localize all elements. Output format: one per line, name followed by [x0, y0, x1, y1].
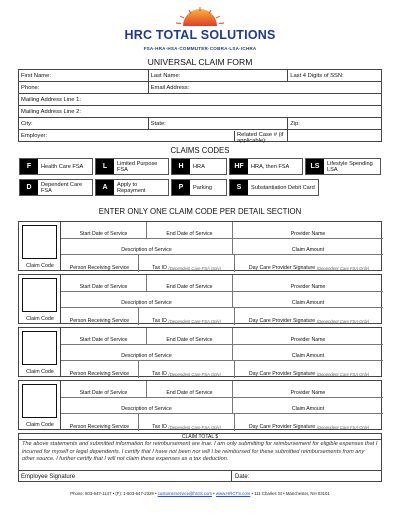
employer-label: Employer:	[21, 132, 48, 139]
start-date-label: Start Date of Service	[79, 389, 128, 396]
footer-contact	[0, 491, 400, 496]
day-care-signature-field[interactable]	[235, 255, 383, 272]
logo	[0, 6, 400, 52]
claim-code-input[interactable]	[22, 331, 57, 365]
claim-total-label: CLAIM TOTAL $	[181, 434, 219, 440]
tax-id-hint: (Dependent Care FSA Only)	[168, 424, 221, 430]
employer-divider	[234, 131, 235, 141]
day-care-signature-hint: (Dependent Care FSA Only)	[316, 318, 370, 324]
description-label: Description of Service	[121, 406, 172, 413]
provider-name-field[interactable]	[233, 381, 383, 397]
tax-id-field[interactable]	[139, 255, 235, 272]
day-care-signature-field[interactable]	[235, 414, 383, 431]
end-date-field[interactable]	[147, 222, 233, 238]
tax-id-field[interactable]	[139, 308, 235, 325]
related-case-label: Related Case # (if applicable):	[237, 132, 284, 144]
claim-code-input[interactable]	[22, 278, 57, 312]
state-field[interactable]: State:	[148, 118, 288, 130]
claim-amount-label: Claim Amount	[291, 300, 325, 307]
end-date-field[interactable]	[147, 328, 233, 344]
claim-code-column	[19, 222, 61, 270]
code-hf-badge: HF	[230, 159, 248, 174]
form-title: UNIVERSAL CLAIM FORM	[147, 57, 253, 67]
code-ls-badge: LS	[306, 159, 324, 174]
code-l-label: Limited Purpose FSA	[117, 160, 158, 173]
code-l	[95, 158, 169, 175]
person-field[interactable]	[61, 255, 139, 272]
claims-codes-grid	[19, 157, 381, 199]
code-h	[171, 158, 227, 175]
footer-phone: Phone: 603-647-1147 • (F): 1-603-647-2329 •	[70, 491, 158, 496]
end-date-label: End Date of Service	[166, 230, 213, 237]
day-care-signature-field[interactable]	[235, 308, 383, 325]
provider-name-field[interactable]	[233, 275, 383, 291]
phone-field[interactable]: Phone:	[19, 82, 149, 94]
end-date-label: End Date of Service	[166, 389, 213, 396]
claim-total-field[interactable]	[18, 433, 382, 440]
person-field[interactable]	[61, 414, 139, 431]
code-a	[95, 179, 169, 196]
person-row	[61, 361, 383, 378]
start-date-field[interactable]	[61, 222, 147, 238]
code-h-badge: H	[172, 159, 190, 174]
footer-separator: •	[211, 491, 216, 496]
signature-divider	[231, 471, 232, 481]
participant-info-table	[18, 69, 382, 142]
code-l-badge: L	[96, 159, 114, 174]
description-label: Description of Service	[121, 353, 172, 360]
day-care-signature-hint: (Dependent Care FSA Only)	[316, 371, 370, 377]
claim-code-label: Claim Code	[26, 263, 54, 269]
dates-row	[61, 222, 383, 239]
provider-name-label: Provider Name	[290, 230, 326, 237]
tax-id-label: Tax ID	[152, 370, 167, 377]
claim-detail-section	[18, 221, 382, 271]
claim-detail-section	[18, 274, 382, 324]
logo-title: HRC TOTAL SOLUTIONS	[124, 28, 276, 42]
tax-id-label: Tax ID	[152, 423, 167, 430]
employee-signature-field[interactable]: Employee Signature	[21, 474, 76, 480]
person-row	[61, 255, 383, 272]
claim-amount-field[interactable]	[233, 398, 383, 414]
code-s-badge: S	[230, 180, 248, 195]
address-line1-field[interactable]: Mailing Address Line 1:	[19, 94, 382, 106]
claim-amount-label: Claim Amount	[291, 247, 325, 254]
start-date-field[interactable]	[61, 275, 147, 291]
description-field[interactable]	[61, 398, 233, 414]
claim-amount-label: Claim Amount	[291, 353, 325, 360]
person-label: Person Receiving Service	[69, 264, 130, 271]
code-h-label: HRA	[193, 163, 205, 170]
tax-id-field[interactable]	[139, 414, 235, 431]
code-d-badge: D	[20, 180, 38, 195]
employer-field[interactable]	[19, 130, 288, 142]
day-care-signature-hint: (Dependent Care FSA Only)	[316, 265, 370, 271]
end-date-label: End Date of Service	[166, 283, 213, 290]
code-p-label: Parking	[193, 184, 212, 191]
provider-name-field[interactable]	[233, 328, 383, 344]
start-date-field[interactable]	[61, 328, 147, 344]
claim-amount-field[interactable]	[233, 292, 383, 308]
address-line2-field[interactable]: Mailing Address Line 2:	[19, 106, 382, 118]
claim-amount-field[interactable]	[233, 239, 383, 255]
person-field[interactable]	[61, 361, 139, 378]
claim-code-column	[19, 381, 61, 429]
claim-code-column	[19, 275, 61, 323]
code-hf-label: HRA, then FSA	[251, 163, 290, 170]
person-row	[61, 414, 383, 431]
footer-email-link[interactable]: customerservice@hrcts.com	[157, 491, 212, 496]
description-row	[61, 345, 383, 362]
detail-section-header: ENTER ONLY ONE CLAIM CODE PER DETAIL SECTION	[98, 207, 302, 216]
dates-row	[61, 381, 383, 398]
provider-name-label: Provider Name	[290, 283, 326, 290]
claim-code-label: Claim Code	[26, 316, 54, 322]
day-care-signature-hint: (Dependent Care FSA Only)	[316, 424, 370, 430]
start-date-label: Start Date of Service	[79, 336, 128, 343]
code-ls	[305, 158, 381, 175]
description-row	[61, 398, 383, 415]
claim-amount-label: Claim Amount	[291, 406, 325, 413]
code-a-label: Apply to Repayment	[117, 181, 146, 194]
claim-code-input[interactable]	[22, 384, 57, 418]
provider-name-label: Provider Name	[290, 389, 326, 396]
code-p	[171, 179, 227, 196]
start-date-label: Start Date of Service	[79, 283, 128, 290]
tax-id-hint: (Dependent Care FSA Only)	[168, 318, 221, 324]
last-name-field[interactable]: Last Name:	[148, 70, 288, 82]
tax-id-label: Tax ID	[152, 317, 167, 324]
day-care-signature-label: Day Care Provider Signature	[248, 370, 316, 377]
provider-name-label: Provider Name	[290, 336, 326, 343]
person-field[interactable]	[61, 308, 139, 325]
certification-statement: The above statements and submitted information for reimbursement are true. I am only submitting for reimbursement for eligible expenses that I incurred for myself or legal dependents. I certify that I have not been nor will I be reimbursed for these submitted reimbursements from any other source. I further certify that I will not claim these expenses as a tax deduction.	[18, 440, 382, 470]
person-label: Person Receiving Service	[69, 370, 130, 377]
start-date-field[interactable]	[61, 381, 147, 397]
claim-code-input[interactable]	[22, 225, 57, 259]
description-field[interactable]	[61, 345, 233, 361]
related-case-field[interactable]	[288, 130, 382, 142]
dates-row	[61, 328, 383, 345]
claim-code-column	[19, 328, 61, 376]
code-p-badge: P	[172, 180, 190, 195]
description-row	[61, 239, 383, 256]
tax-id-label: Tax ID	[152, 264, 167, 271]
tax-id-hint: (Dependent Care FSA Only)	[168, 265, 221, 271]
description-field[interactable]	[61, 292, 233, 308]
code-f-label: Health Care FSA	[41, 163, 84, 170]
claim-detail-section	[18, 380, 382, 430]
tax-id-hint: (Dependent Care FSA Only)	[168, 371, 221, 377]
email-field[interactable]: Email Address:	[148, 82, 381, 94]
day-care-signature-label: Day Care Provider Signature	[248, 264, 316, 271]
day-care-signature-label: Day Care Provider Signature	[248, 317, 316, 324]
description-label: Description of Service	[121, 247, 172, 254]
footer-address: • 111 Charles St • Manchester, NH 03101	[250, 491, 330, 496]
claims-codes-header: CLAIMS CODES	[170, 146, 230, 155]
city-field[interactable]: City:	[19, 118, 149, 130]
sun-logo-icon	[165, 6, 235, 28]
description-row	[61, 292, 383, 309]
date-field[interactable]: Date:	[235, 474, 250, 480]
code-f-badge: F	[20, 159, 38, 174]
claim-code-label: Claim Code	[26, 422, 54, 428]
description-label: Description of Service	[121, 300, 172, 307]
claim-amount-field[interactable]	[233, 345, 383, 361]
code-f	[19, 158, 93, 175]
code-d-label: Dependent Care FSA	[41, 181, 83, 194]
code-ls-label: Lifestyle Spending LSA	[327, 160, 373, 173]
start-date-label: Start Date of Service	[79, 230, 128, 237]
code-a-badge: A	[96, 180, 114, 195]
logo-subtitle: FSA·HRA·HSA·COMMUTER·COBRA·LSA·ICHRA	[143, 46, 257, 51]
day-care-signature-field[interactable]	[235, 361, 383, 378]
person-row	[61, 308, 383, 325]
code-d	[19, 179, 93, 196]
day-care-signature-label: Day Care Provider Signature	[248, 423, 316, 430]
tax-id-field[interactable]	[139, 361, 235, 378]
code-hf	[229, 158, 303, 175]
footer-web-link[interactable]: www.HRCTS.com	[215, 491, 251, 496]
end-date-label: End Date of Service	[166, 336, 213, 343]
code-s	[229, 179, 319, 196]
ssn-field[interactable]: Last 4 Digits of SSN:	[288, 70, 382, 82]
zip-field[interactable]: Zip:	[288, 118, 382, 130]
end-date-field[interactable]	[147, 381, 233, 397]
claim-detail-section	[18, 327, 382, 377]
claim-code-label: Claim Code	[26, 369, 54, 375]
person-label: Person Receiving Service	[69, 317, 130, 324]
description-field[interactable]	[61, 239, 233, 255]
dates-row	[61, 275, 383, 292]
person-label: Person Receiving Service	[69, 423, 130, 430]
signature-row	[18, 470, 382, 482]
end-date-field[interactable]	[147, 275, 233, 291]
provider-name-field[interactable]	[233, 222, 383, 238]
code-s-label: Substantiation Debit Card	[251, 184, 315, 191]
first-name-field[interactable]: First Name:	[19, 70, 149, 82]
